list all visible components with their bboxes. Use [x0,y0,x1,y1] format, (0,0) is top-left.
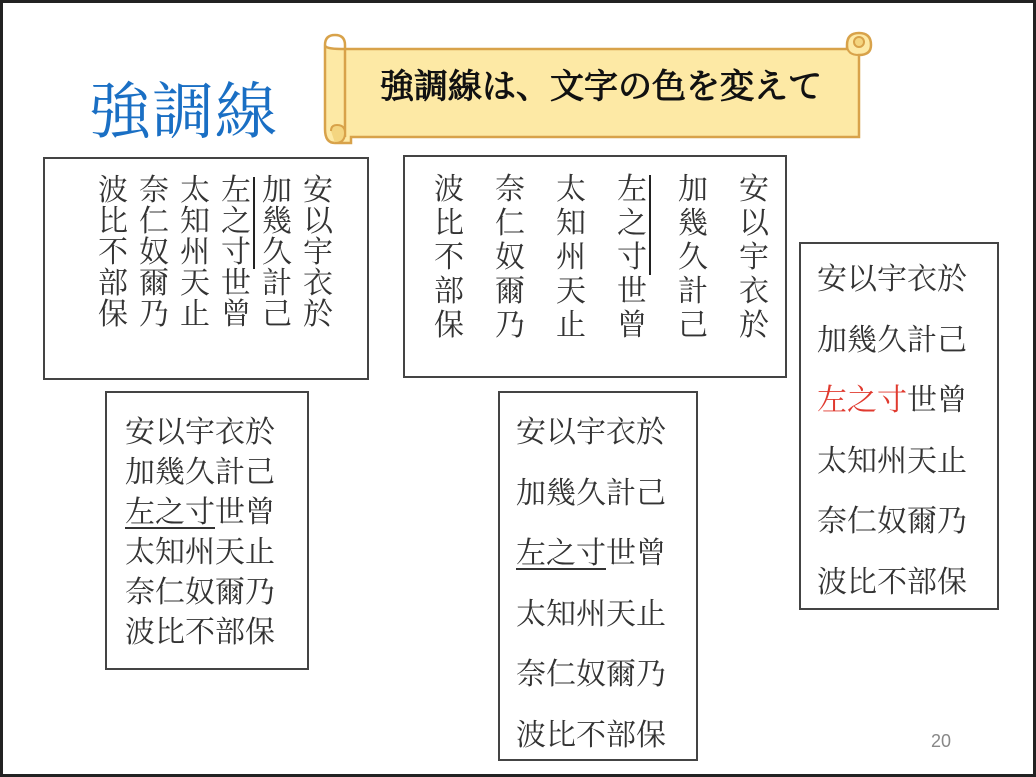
vertical-text-box-spaced [403,155,787,378]
vertical-char: 寸 [221,235,251,270]
vertical-char: 宇 [303,235,333,270]
vertical-char: 寸 [617,240,647,275]
vertical-char: 波 [434,172,464,207]
vertical-char: 乃 [139,297,169,332]
vertical-char: 不 [434,240,464,275]
vertical-column [556,173,586,343]
vertical-char: 州 [180,235,210,270]
vertical-char: 宇 [739,240,769,275]
line-segment: 奈仁奴爾乃 [817,504,967,539]
vertical-char: 天 [180,266,210,301]
vertical-column [180,175,210,330]
vertical-char: 部 [434,274,464,309]
vertical-char: 己 [262,297,292,332]
vertical-column [139,175,169,330]
horizontal-text-box-spaced [498,391,698,761]
vertical-char: 加 [262,173,292,208]
vertical-char: 之 [221,204,251,239]
text-line [125,533,275,573]
text-line [125,573,275,613]
vertical-char: 幾 [678,206,708,241]
vertical-char: 奴 [495,240,525,275]
vertical-char: 左 [617,172,647,207]
vertical-char: 衣 [303,266,333,301]
line-segment-rest: 世曾 [907,383,967,418]
vertical-char: 仁 [495,206,525,241]
vertical-char: 己 [678,308,708,343]
line-segment-rest: 世曾 [606,536,666,571]
line-segment: 太知州天止 [516,596,666,632]
vertical-char: 於 [739,308,769,343]
vertical-char: 世 [617,274,647,309]
horizontal-lines [516,403,666,766]
line-segment: 波比不部保 [516,717,666,753]
line-segment: 安以宇衣於 [817,262,967,297]
emphasis-side-line [649,175,651,275]
vertical-char: 乃 [495,308,525,343]
vertical-char: 以 [739,206,769,241]
underlined-segment: 左之寸 [125,495,215,530]
line-segment: 奈仁奴爾乃 [516,657,666,692]
vertical-column [303,175,333,330]
vertical-char: 太 [180,173,210,208]
vertical-char: 止 [180,297,210,332]
vertical-char: 曾 [617,308,647,343]
text-line [125,413,275,453]
slide-title: 強調線 [89,75,279,148]
vertical-char: 比 [98,204,128,239]
vertical-char: 久 [678,240,708,275]
vertical-char: 安 [303,173,333,208]
vertical-char: 加 [678,172,708,207]
vertical-char: 左 [221,173,251,208]
text-line [516,524,666,585]
vertical-column [262,175,292,330]
vertical-column [98,175,128,330]
vertical-char: 止 [556,308,586,343]
line-segment: 太知州天止 [817,443,967,479]
text-line [817,492,967,553]
line-segment: 波比不部保 [125,615,275,650]
vertical-char: 部 [98,266,128,301]
vertical-char: 爾 [495,274,525,309]
text-line [125,613,275,653]
vertical-char: 波 [98,173,128,208]
vertical-char: 奈 [139,173,169,208]
vertical-column [617,173,647,343]
text-line [516,645,666,706]
line-segment-rest: 世曾 [215,495,275,530]
vertical-char: 計 [262,266,292,301]
text-line [125,493,275,533]
scroll-banner [311,27,881,147]
vertical-char: 知 [556,206,586,241]
page-number: 20 [931,731,952,751]
vertical-char: 衣 [739,274,769,309]
line-segment: 波比不部保 [817,564,967,600]
vertical-char: 奴 [139,235,169,270]
vertical-char: 幾 [262,204,292,239]
text-line [516,706,666,767]
vertical-char: 不 [98,235,128,270]
horizontal-lines [817,250,967,613]
vertical-column [678,173,708,343]
text-line [817,432,967,493]
vertical-char: 之 [617,206,647,241]
horizontal-lines [125,413,275,653]
vertical-char: 太 [556,172,586,207]
text-line [817,371,967,432]
text-line [817,553,967,614]
vertical-char: 州 [556,240,586,275]
vertical-char: 世 [221,266,251,301]
line-segment: 加幾久計己 [516,475,666,511]
vertical-char: 知 [180,204,210,239]
vertical-text-box-tight [43,157,369,380]
vertical-char: 計 [678,274,708,309]
line-segment: 安以宇衣於 [516,415,666,450]
text-line [516,464,666,525]
vertical-char: 仁 [139,204,169,239]
vertical-char: 於 [303,297,333,332]
horizontal-text-box-tight [105,391,309,670]
red-emphasis-segment: 左之寸 [817,383,907,418]
vertical-char: 爾 [139,266,169,301]
vertical-char: 奈 [495,172,525,207]
underlined-segment: 左之寸 [516,536,606,571]
vertical-char: 保 [434,308,464,343]
vertical-column [739,173,769,343]
text-line [817,311,967,372]
line-segment: 安以宇衣於 [125,415,275,450]
line-segment: 加幾久計己 [125,455,275,490]
vertical-column [495,173,525,343]
line-segment: 太知州天止 [125,535,275,570]
horizontal-text-box-red [799,242,999,610]
text-line [516,403,666,464]
vertical-char: 比 [434,206,464,241]
text-line [516,585,666,646]
vertical-column [434,173,464,343]
vertical-char: 安 [739,172,769,207]
vertical-column [221,175,251,330]
vertical-char: 天 [556,274,586,309]
vertical-char: 以 [303,204,333,239]
vertical-char: 曾 [221,297,251,332]
text-line [817,250,967,311]
line-segment: 奈仁奴爾乃 [125,575,275,610]
vertical-char: 保 [98,297,128,332]
emphasis-side-line [253,177,255,269]
banner-text: 強調線は、文字の色を変えて [380,67,822,107]
vertical-char: 久 [262,235,292,270]
text-line [125,453,275,493]
line-segment: 加幾久計己 [817,322,967,358]
